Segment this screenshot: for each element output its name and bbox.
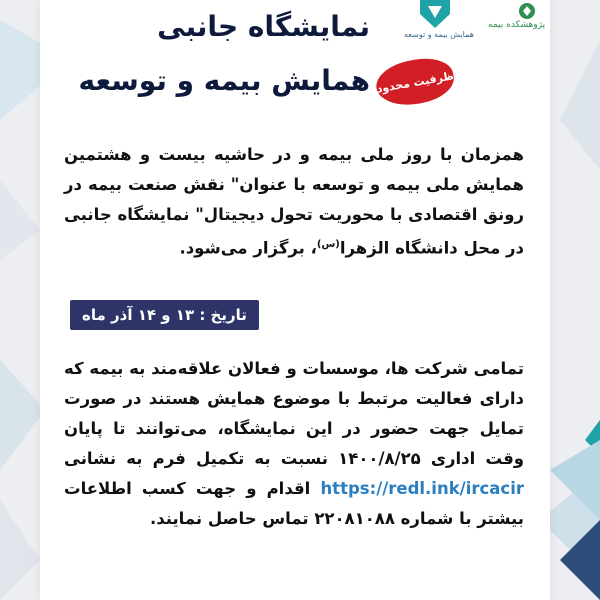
- page-subtitle: همایش بیمه و توسعه: [78, 64, 370, 97]
- details-paragraph: [64, 354, 524, 534]
- registration-link[interactable]: https://redl.ink/ircacir: [320, 479, 524, 498]
- intro-text-end: ، برگزار می‌شود.: [179, 238, 317, 258]
- page-title: نمایشگاه جانبی: [157, 10, 370, 43]
- conference-logo-caption: همایش بیمه و توسعه: [404, 30, 474, 39]
- details-text: تمامی شرکت ها، موسسات و فعالان علاقه‌مند به بیمه که دارای فعالیت مرتبط با موضوع همایش هستند در صورت تمایل جهت حضور در این نمایشگاه، می‌توانند تا پایان وقت اداری ۱۴۰۰/۸/۲۵ نسبت به تکمیل فرم به نشانی: [64, 359, 525, 468]
- date-banner: تاریخ : ۱۳ و ۱۴ آذر ماه: [70, 300, 259, 330]
- intro-text: همزمان با روز ملی بیمه و در حاشیه بیست و هشتمین همایش ملی بیمه و توسعه با عنوان" نقش صنعت بیمه در رونق اقتصادی با محوریت تحول دیجیتال" نمایشگاه جانبی در محل دانشگاه الزهرا: [64, 145, 524, 258]
- intro-paragraph: [64, 140, 524, 264]
- intro-superscript: (س): [316, 239, 340, 250]
- conference-logo: [396, 0, 474, 42]
- limited-capacity-badge: ظرفیت محدود: [373, 54, 457, 111]
- details-text-end: اقدام و جهت کسب اطلاعات بیشتر با شماره ۲۲۰۸۱۰۸۸ تماس حاصل نمایند.: [64, 479, 524, 528]
- institute-logo: [484, 0, 544, 42]
- institute-logo-caption: پژوهشکده بیمه: [488, 20, 546, 30]
